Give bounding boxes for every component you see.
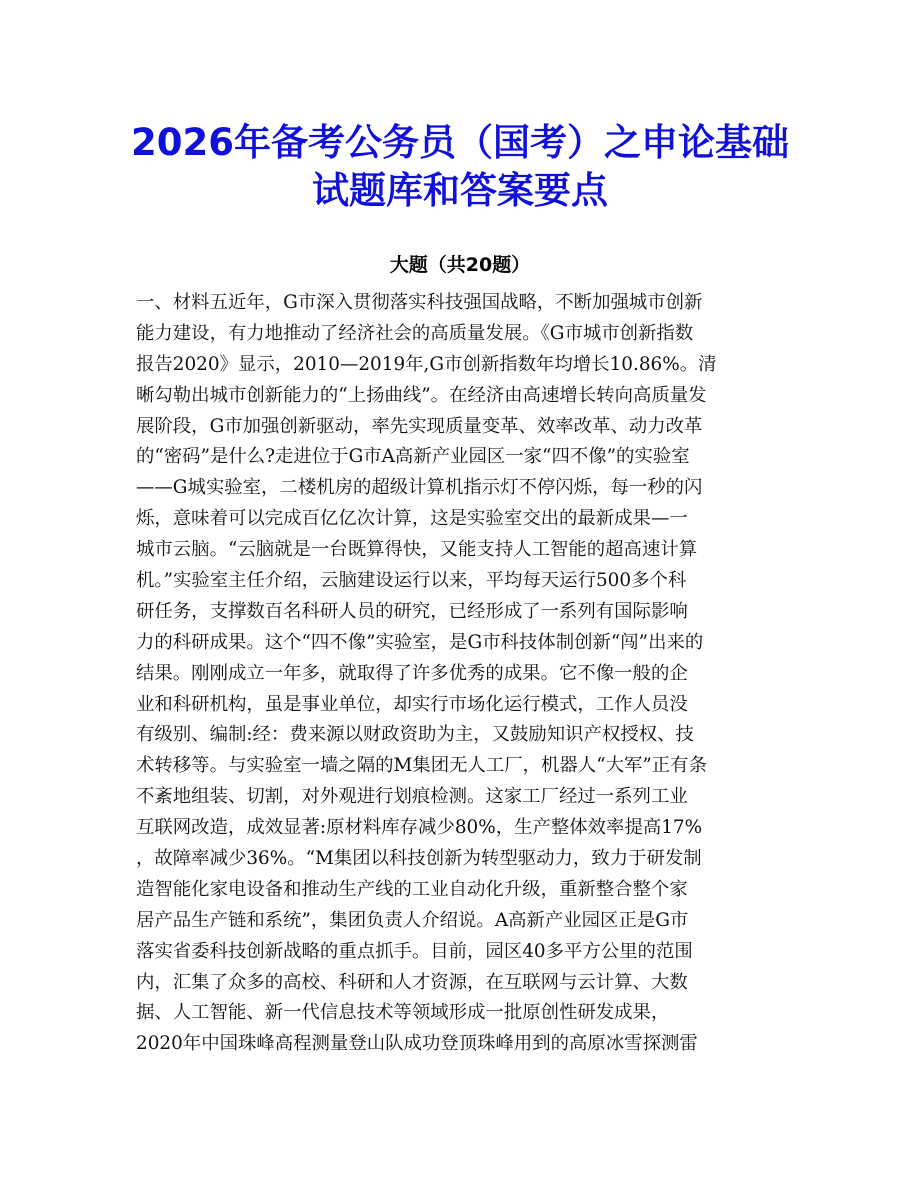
paragraph-line: 有级别、编制:经：费来源以财政资助为主，又鼓励知识产权授权、技 — [136, 724, 694, 746]
document-title-line-2: 试题库和答案要点 — [312, 169, 608, 212]
paragraph-line: 结果。刚刚成立一年多，就取得了许多优秀的成果。它不像一般的企 — [136, 662, 688, 684]
paragraph-line: ——G城实验室，二楼机房的超级计算机指示灯不停闪烁，每一秒的闪 — [136, 477, 703, 499]
paragraph-line: 内，汇集了众多的高校、科研和人才资源，在互联网与云计算、大数 — [136, 971, 688, 993]
paragraph-line: 居产品生产链和系统”，集团负责人介绍说。A高新产业园区正是G市 — [136, 909, 689, 931]
paragraph-line: 展阶段，G市加强创新驱动，率先实现质量变革、效率改革、动力改革 — [136, 415, 703, 437]
document-title-line-1: 2026年备考公务员（国考）之申论基础 — [131, 121, 789, 164]
paragraph-line: 研任务，支撑数百名科研人员的研究，已经形成了一系列有国际影响 — [136, 600, 688, 622]
paragraph-line: 的“密码”是什么?走进位于G市A高新产业园区一家“四不像”的实验室 — [136, 446, 690, 468]
paragraph-line: 业和科研机构，虽是事业单位，却实行市场化运行模式，工作人员没 — [136, 693, 688, 715]
paragraph-line: 机。”实验室主任介绍，云脑建设运行以来，平均每天运行500多个科 — [136, 570, 687, 592]
paragraph-line: 落实省委科技创新战略的重点抓手。目前，园区40多平方公里的范围 — [136, 940, 693, 962]
paragraph-line: 能力建设，有力地推动了经济社会的高质量发展。《G市城市创新指数 — [136, 322, 694, 344]
paragraph-line: 烁，意味着可以完成百亿亿次计算，这是实验室交出的最新成果—一 — [136, 508, 688, 530]
paragraph-line: 晰勾勒出城市创新能力的“上扬曲线”。在经济由高速增长转向高质量发 — [136, 384, 707, 406]
paragraph-line: 不紊地组装、切割，对外观进行划痕检测。这家工厂经过一系列工业 — [136, 786, 688, 808]
paragraph-line: 报告2020》显示，2010—2019年,G市创新指数年均增长10.86%。清 — [136, 353, 717, 375]
paragraph-line: 一、材料五近年，G市深入贯彻落实科技强国战略，不断加强城市创新 — [136, 292, 703, 313]
paragraph-line: 2020年中国珠峰高程测量登山队成功登顶珠峰用到的高原冰雪探测雷 — [136, 1033, 698, 1055]
paragraph-line: 造智能化家电设备和推动生产线的工业自动化升级，重新整合整个家 — [136, 878, 688, 900]
paragraph-line: 据、人工智能、新一代信息技术等领域形成一批原创性研发成果， — [136, 1002, 670, 1024]
paragraph-line: 术转移等。与实验室一墙之隔的M集团无人工厂，机器人“大军”正有条 — [136, 755, 707, 777]
paragraph-line: 互联网改造，成效显著:原材料库存减少80%，生产整体效率提高17% — [136, 817, 703, 839]
section-heading: 大题（共20题） — [389, 254, 531, 276]
paragraph-line: 力的科研成果。这个“四不像”实验室，是G市科技体制创新“闯”出来的 — [136, 631, 704, 653]
paragraph-line: 城市云脑。“云脑就是一台既算得快，又能支持人工智能的超高速计算 — [136, 539, 698, 561]
question-paragraph — [136, 288, 796, 1060]
paragraph-line: ，故障率减少36%。“M集团以科技创新为转型驱动力，致力于研发制 — [136, 848, 702, 870]
